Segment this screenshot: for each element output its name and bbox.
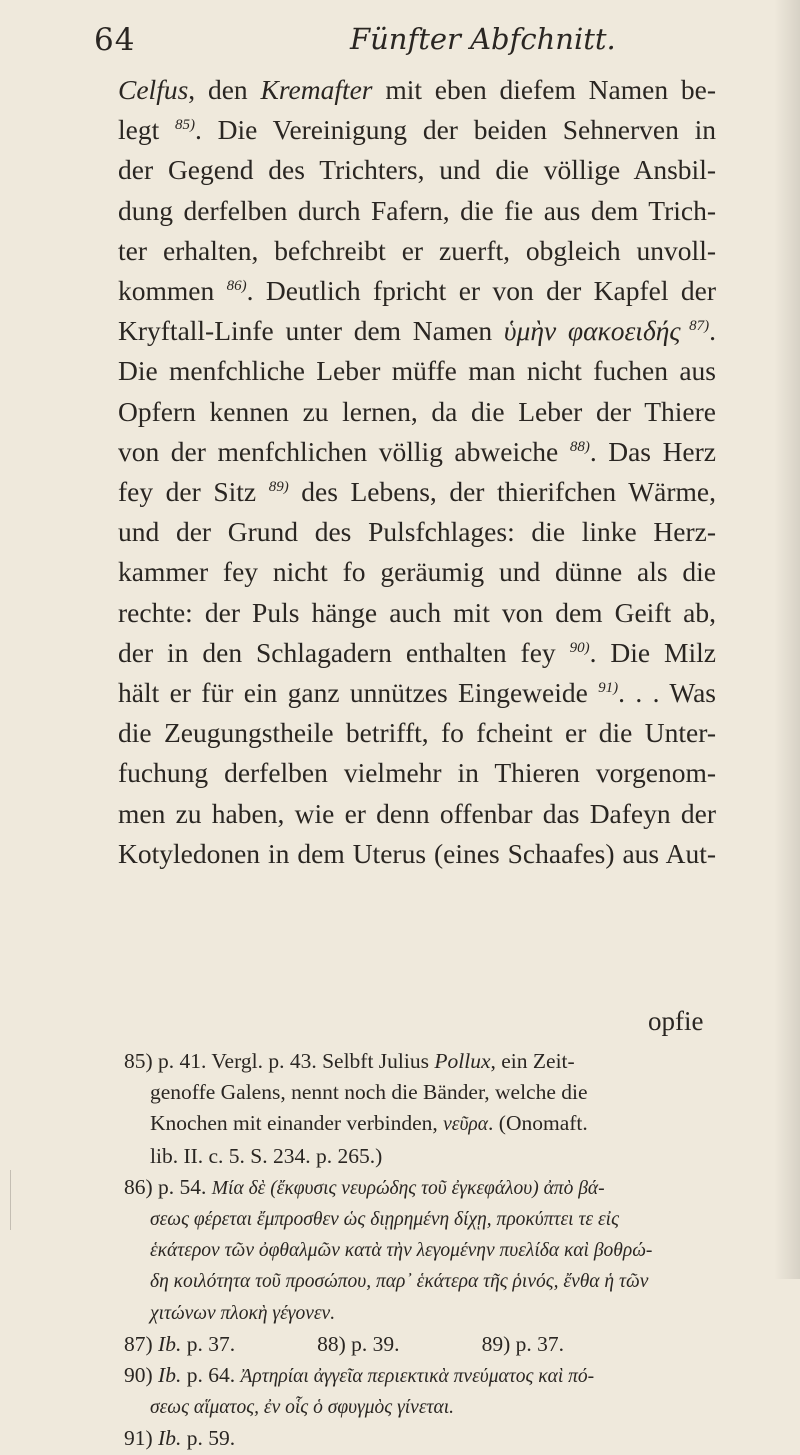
text-line: Celfus, den Kremafter mit eben diefem Namen be-: [118, 74, 716, 105]
text-line: Kotyledonen in dem Uterus (eines Schaafes) aus Aut-: [118, 837, 716, 869]
footnote-ref: 91): [598, 679, 619, 696]
footnote-86: 86) p. 54. Μία δὲ (ἔκφυσις νευρώδης τοῦ ἐγκεφάλου) ἀπὸ βά-: [124, 1174, 605, 1199]
main-text: [118, 70, 716, 874]
footnote-88: 88) p. 39.: [317, 1331, 400, 1356]
text-line: ter erhalten, befchreibt er zuerft, obgleich unvoll-: [118, 234, 716, 266]
footnote-ref: 90): [569, 639, 590, 656]
text-line: Die menfchliche Leber müffe man nicht fuchen aus: [118, 355, 716, 387]
page-number: 64: [94, 22, 136, 58]
text-line: fuchung derfelben vielmehr in Thieren vorgenom-: [118, 757, 716, 789]
text-line: dung derfelben durch Fafern, die fie aus dem Trich-: [118, 194, 716, 226]
margin-pencil-mark: [10, 1170, 25, 1230]
footnote-ref: 87): [680, 318, 710, 335]
text-line: der in den Schlagadern enthalten fey $^{90)}$. Die Milz: [118, 636, 716, 668]
footnote-ref: 89): [268, 478, 289, 495]
footnote-ref: 88): [569, 438, 590, 455]
text-line: legt $^{85)}$. Die Vereinigung der beiden Sehnerven in: [118, 114, 716, 146]
footnote-line: Knochen mit einander verbinden, νεῦρα. (Onomaft.: [150, 1111, 588, 1136]
page-edge-shadow: [774, 0, 800, 1279]
text-line: fey der Sitz $^{89)}$ des Lebens, der thierifchen Wärme,: [118, 476, 716, 508]
footnotes: [124, 1046, 720, 1455]
text-line: rechte: der Puls hänge auch mit von dem Geift ab,: [118, 596, 716, 628]
footnote-90: 90) Ib. p. 64. Ἀρτηρίαι ἀγγεῖα περιεκτικὰ πνεύματος καὶ πό-: [124, 1363, 595, 1388]
footnote-row-87-89: [124, 1329, 720, 1360]
text-line: Kryftall-Linfe unter dem Namen ὑμὴν φακοειδής $^{87)}$.: [118, 315, 716, 347]
text-line: von der menfchlichen völlig abweiche $^{88)}$. Das Herz: [118, 435, 716, 467]
footnote-ref: 85): [175, 117, 196, 134]
footnote-line: χιτώνων πλοκὴ γέγονεν.: [150, 1302, 336, 1324]
footnote-89: 89) p. 37.: [481, 1331, 564, 1356]
text-line: kammer fey nicht fo geräumig und dünne als die: [118, 556, 716, 588]
footnote-line: δη κοιλότητα τοῦ προσώπου, παρ᾽ ἑκάτερα τῆς ῥινός, ἔνθα ἡ τῶν: [150, 1271, 649, 1293]
text-line: und der Grund des Pulsfchlages: die linke Herz-: [118, 516, 716, 548]
footnote-87: 87) Ib. p. 37.: [124, 1331, 236, 1356]
footnote-line: ἑκάτερον τῶν ὀφθαλμῶν κατὰ τὴν λεγομένην πυελίδα καὶ βοθρώ-: [150, 1240, 653, 1262]
footnote-85: 85) p. 41. Vergl. p. 43. Selbft Julius Pollux, ein Zeit-: [124, 1049, 575, 1073]
footnote-91: 91) Ib. p. 59.: [124, 1426, 236, 1451]
footnote-ref: 86): [226, 277, 247, 294]
footnote-line: σεως αἵματος, ἐν οἷς ὁ σφυγμὸς γίνεται.: [150, 1397, 455, 1419]
text-line: men zu haben, wie er denn offenbar das Dafeyn der: [118, 797, 716, 829]
catchword: opfie: [648, 1006, 704, 1036]
footnote-line: genoffe Galens, nennt noch die Bänder, welche die: [150, 1080, 588, 1105]
text-line: der Gegend des Trichters, und die völlige Ansbil-: [118, 154, 716, 186]
text-line: die Zeugungstheile betrifft, fo fcheint er die Unter-: [118, 717, 716, 749]
text-line: hält er für ein ganz unnützes Eingeweide $^{91)}$. . . Was: [118, 677, 716, 709]
footnote-line: σεως φέρεται ἔμπροσθεν ὡς διῃρημένη δίχῃ, προκύπτει τε εἰς: [150, 1209, 620, 1231]
text-line: kommen $^{86)}$. Deutlich fpricht er von der Kapfel der: [118, 275, 716, 307]
text-line: Opfern kennen zu lernen, da die Leber der Thiere: [118, 395, 716, 427]
page-header: [0, 22, 800, 62]
footnote-line: lib. II. c. 5. S. 234. p. 265.): [150, 1143, 383, 1168]
greek-term: ὑμὴν φακοειδής: [503, 315, 681, 347]
running-head: Fünfter Abfchnitt.: [350, 22, 616, 56]
